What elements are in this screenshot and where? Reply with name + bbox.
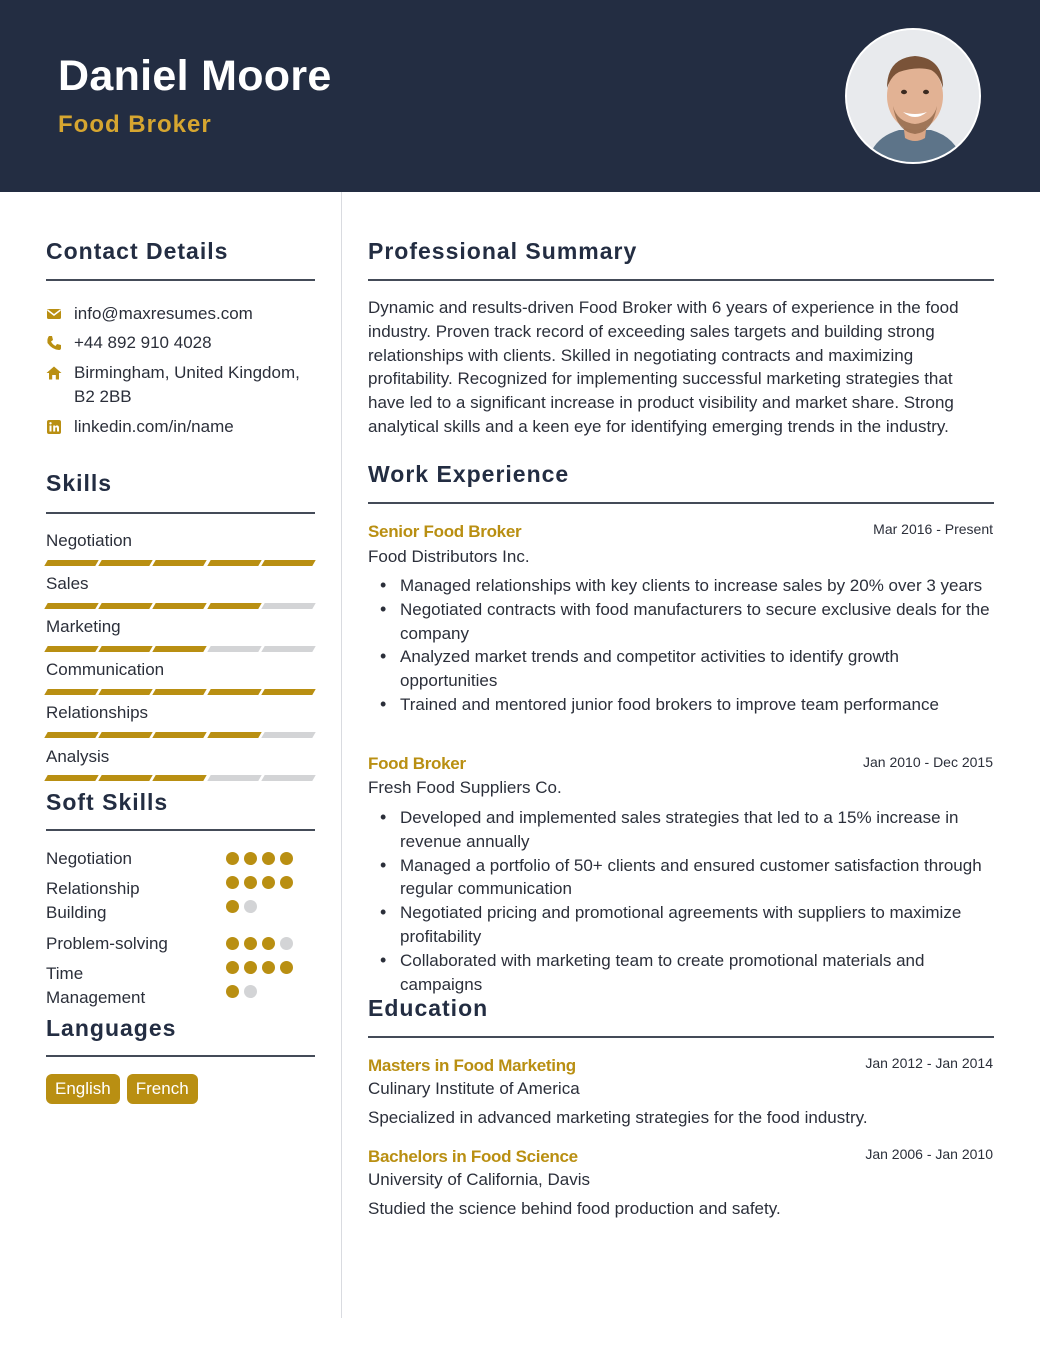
rating-dot [244, 961, 257, 974]
skill-bar-segment [207, 603, 262, 609]
rating-dot [280, 852, 293, 865]
job-company: Food Distributors Inc. [368, 547, 530, 566]
edu-school: University of California, Davis [368, 1170, 591, 1189]
language-list [46, 1074, 198, 1104]
skill-bar-segment [207, 560, 262, 566]
soft-skill-rating [226, 961, 306, 998]
skill-bar-segment [153, 732, 208, 738]
soft-skill-label: Negotiation [46, 849, 133, 868]
summary-heading: Professional Summary [368, 238, 638, 264]
job-bullet: • Collaborated with marketing team to create promotional materials and campaigns [368, 949, 993, 997]
rating-dot [244, 852, 257, 865]
skill-bar-segment [44, 646, 99, 652]
job-bullet-list [368, 574, 993, 717]
candidate-title: Food Broker [58, 111, 212, 138]
rating-dot [280, 937, 293, 950]
home-icon [46, 365, 62, 381]
skill-bar-segment [98, 775, 153, 781]
contact-rule [46, 279, 315, 281]
contact-address [46, 361, 316, 409]
contact-email-text: info@maxresumes.com [74, 304, 253, 323]
education-heading: Education [368, 995, 489, 1021]
soft-skill-rating [226, 937, 306, 950]
skill-bar-segment [98, 689, 153, 695]
contact-phone[interactable] [46, 331, 316, 355]
soft-skill-label: Problem-solving [46, 934, 168, 953]
skill-bar [46, 646, 314, 652]
rating-dot [262, 876, 275, 889]
skill-bar-segment [207, 775, 262, 781]
skill-bar [46, 603, 314, 609]
job-bullet: • Managed relationships with key clients to increase sales by 20% over 3 years [368, 574, 993, 598]
job-bullet-list [368, 806, 993, 996]
skill-label: Marketing [46, 617, 121, 636]
skill-bar-segment [261, 732, 316, 738]
envelope-icon [46, 306, 62, 322]
skill-bar-segment [44, 775, 99, 781]
job-dates: Jan 2010 - Dec 2015 [863, 754, 993, 770]
skill-label: Sales [46, 574, 89, 593]
language-badge: English [46, 1074, 120, 1104]
skill-bar-segment [44, 732, 99, 738]
candidate-name: Daniel Moore [58, 52, 332, 100]
job-bullet: • Trained and mentored junior food brokers to improve team performance [368, 693, 993, 717]
job-company: Fresh Food Suppliers Co. [368, 778, 562, 797]
rating-dot [280, 876, 293, 889]
skill-bar-segment [44, 560, 99, 566]
skill-bar [46, 732, 314, 738]
edu-dates: Jan 2012 - Jan 2014 [865, 1055, 993, 1071]
job-bullet: • Negotiated contracts with food manufacturers to secure exclusive deals for the company [368, 598, 993, 646]
linkedin-icon [46, 419, 62, 435]
phone-icon [46, 335, 62, 351]
edu-description: Studied the science behind food production and safety. [368, 1199, 781, 1218]
skill-bar-segment [153, 560, 208, 566]
skill-bar [46, 560, 314, 566]
rating-dot [226, 961, 239, 974]
job-role: Senior Food Broker [368, 522, 522, 541]
skill-bar-segment [261, 646, 316, 652]
rating-dot [226, 937, 239, 950]
skill-bar-segment [98, 732, 153, 738]
skill-bar-segment [153, 603, 208, 609]
header [0, 0, 1040, 192]
skill-bar-segment [44, 603, 99, 609]
soft-skills-heading: Soft Skills [46, 789, 169, 815]
rating-dot [244, 937, 257, 950]
job-bullet: • Analyzed market trends and competitor activities to identify growth opportunities [368, 645, 993, 693]
skill-label: Relationships [46, 703, 149, 722]
profile-photo [845, 28, 981, 164]
skill-bar-segment [98, 603, 153, 609]
skill-bar-segment [207, 646, 262, 652]
skill-bar-segment [261, 560, 316, 566]
edu-description: Specialized in advanced marketing strategies for the food industry. [368, 1108, 868, 1127]
skill-bar-segment [44, 689, 99, 695]
skill-bar-segment [261, 603, 316, 609]
languages-heading: Languages [46, 1015, 177, 1041]
skill-label: Analysis [46, 747, 110, 766]
experience-heading: Work Experience [368, 461, 570, 487]
soft-skill-rating [226, 876, 306, 913]
soft-skill-label: Time Management [46, 964, 146, 1007]
rating-dot [226, 985, 239, 998]
skill-bar-segment [153, 689, 208, 695]
skills-rule [46, 512, 315, 514]
skill-bar-segment [153, 646, 208, 652]
rating-dot [262, 852, 275, 865]
skill-bar [46, 775, 314, 781]
skill-bar-segment [261, 775, 316, 781]
skill-label: Communication [46, 660, 165, 679]
skill-bar-segment [98, 560, 153, 566]
job-bullet: • Negotiated pricing and promotional agreements with suppliers to maximize profitability [368, 901, 993, 949]
skill-bar [46, 689, 314, 695]
skill-bar-segment [207, 732, 262, 738]
contact-phone-text: +44 892 910 4028 [74, 333, 212, 352]
edu-degree: Bachelors in Food Science [368, 1147, 578, 1166]
job-bullet: • Managed a portfolio of 50+ clients and ensured customer satisfaction through regular communication [368, 854, 993, 902]
skill-bar-segment [261, 689, 316, 695]
contact-email[interactable] [46, 302, 316, 326]
education-rule [368, 1036, 994, 1038]
summary-text: Dynamic and results-driven Food Broker with 6 years of experience in the food industry. Proven track record of exceeding sales targets and building strong relationships with clients. Skilled in negotiating contracts and maximizing profitability. Recognized for implementing successful marketing strategies that have led to a significant increase in product visibility and market share. Strong analytical skills and a keen eye for identifying emerging trends in the industry. [368, 298, 959, 436]
edu-degree: Masters in Food Marketing [368, 1056, 576, 1075]
rating-dot [226, 852, 239, 865]
rating-dot [244, 900, 257, 913]
experience-rule [368, 502, 994, 504]
job-dates: Mar 2016 - Present [873, 521, 993, 537]
column-divider [341, 192, 342, 1318]
skill-label: Negotiation [46, 531, 133, 550]
rating-dot [262, 937, 275, 950]
contact-linkedin[interactable] [46, 415, 316, 439]
rating-dot [280, 961, 293, 974]
skill-bar-segment [153, 775, 208, 781]
job-role: Food Broker [368, 754, 466, 773]
edu-school: Culinary Institute of America [368, 1079, 580, 1098]
skills-heading: Skills [46, 470, 113, 496]
contact-heading: Contact Details [46, 238, 229, 264]
edu-dates: Jan 2006 - Jan 2010 [865, 1146, 993, 1162]
rating-dot [226, 876, 239, 889]
languages-rule [46, 1055, 315, 1057]
rating-dot [244, 985, 257, 998]
skill-bar-segment [207, 689, 262, 695]
soft-skill-label: Relationship Building [46, 879, 140, 922]
contact-address-text: Birmingham, United Kingdom, B2 2BB [74, 363, 300, 406]
job-bullet: • Developed and implemented sales strategies that led to a 15% increase in revenue annually [368, 806, 993, 854]
soft-skill-rating [226, 852, 306, 865]
rating-dot [244, 876, 257, 889]
skill-bar-segment [98, 646, 153, 652]
rating-dot [262, 961, 275, 974]
rating-dot [226, 900, 239, 913]
contact-linkedin-text: linkedin.com/in/name [74, 417, 234, 436]
summary-rule [368, 279, 994, 281]
language-badge: French [127, 1074, 198, 1104]
soft-skills-rule [46, 829, 315, 831]
